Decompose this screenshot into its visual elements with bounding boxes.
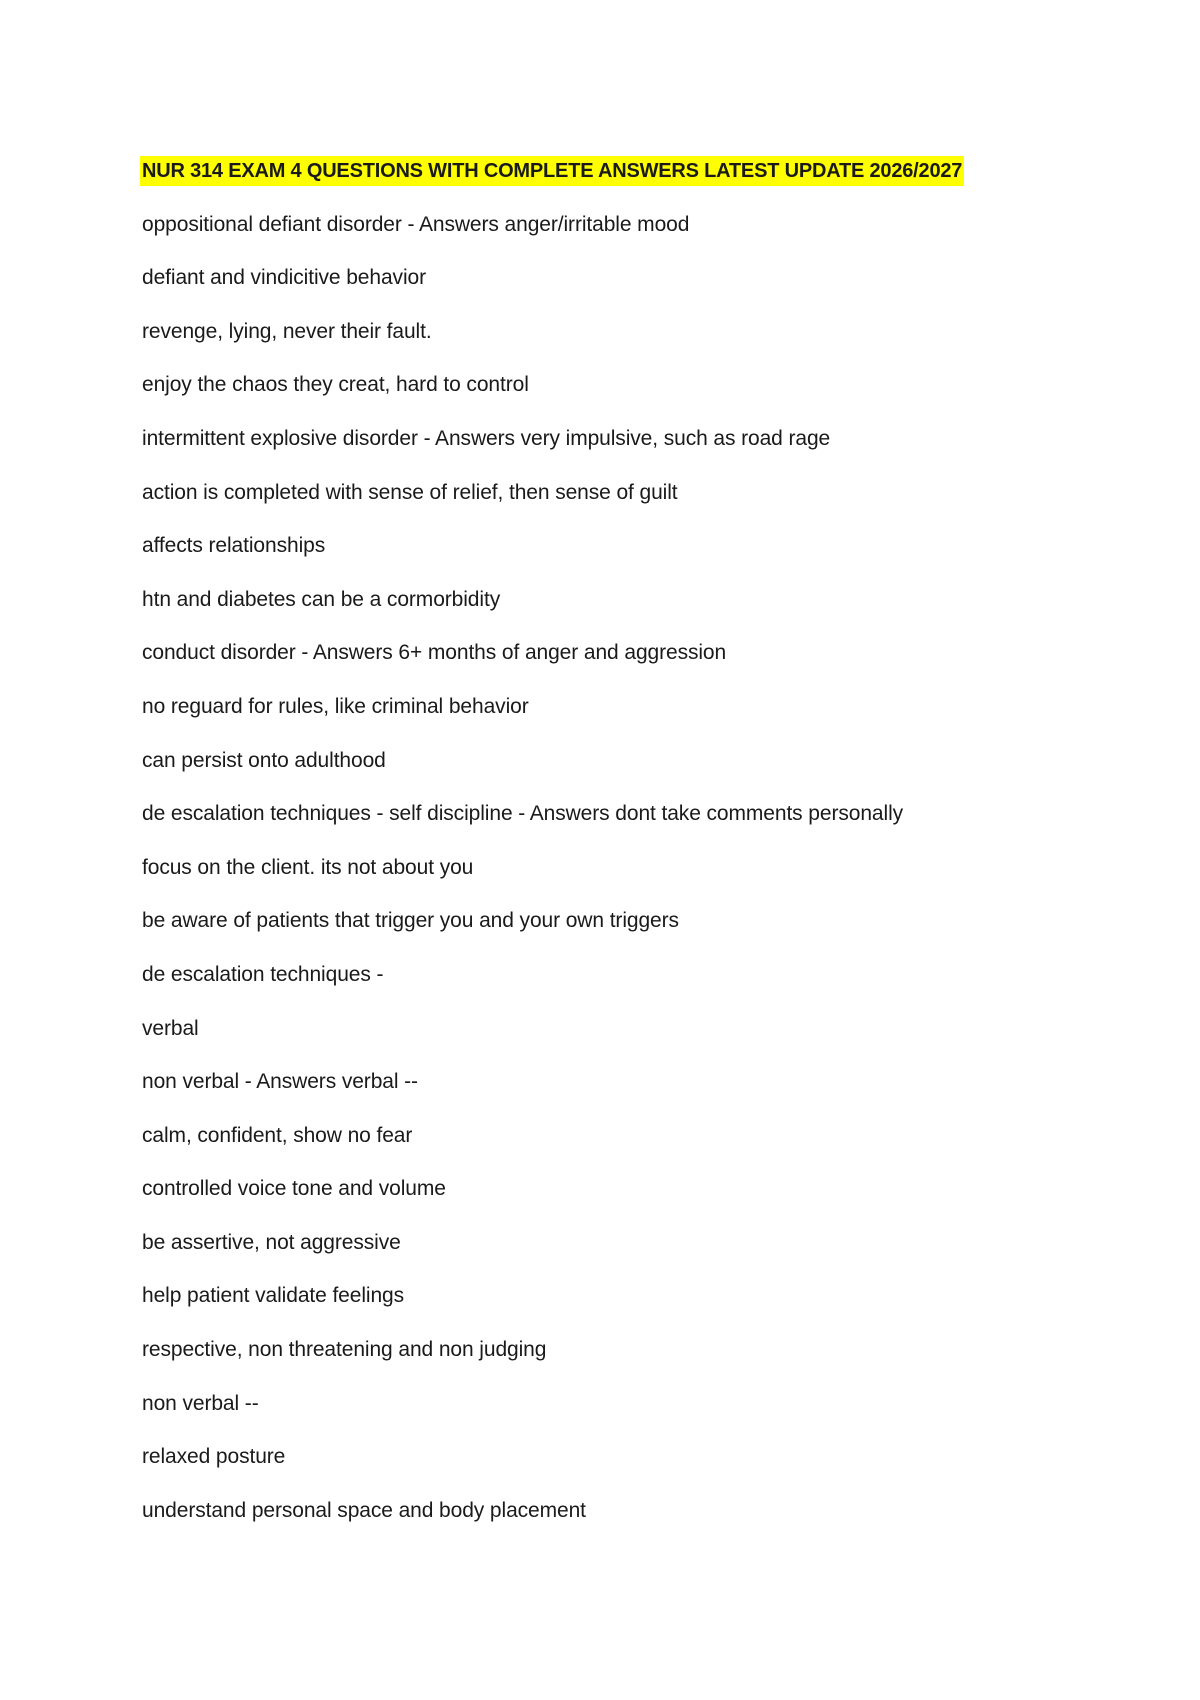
document-line: non verbal - Answers verbal --: [142, 1070, 418, 1094]
document-line: calm, confident, show no fear: [142, 1123, 413, 1147]
document-line: can persist onto adulthood: [142, 748, 386, 772]
document-line: focus on the client. its not about you: [142, 855, 474, 879]
document-line: verbal: [142, 1016, 199, 1040]
document-line: help patient validate feelings: [142, 1284, 405, 1308]
document-line: oppositional defiant disorder - Answers anger/irritable mood: [142, 212, 690, 236]
document-line: no reguard for rules, like criminal behavior: [142, 694, 529, 718]
document-line: affects relationships: [142, 534, 326, 558]
document-line: be assertive, not aggressive: [142, 1230, 401, 1254]
document-line: defiant and vindicitive behavior: [142, 266, 426, 290]
document-line: controlled voice tone and volume: [142, 1177, 446, 1201]
document-line: de escalation techniques -: [142, 962, 384, 986]
document-line: conduct disorder - Answers 6+ months of anger and aggression: [142, 641, 727, 665]
document-line: relaxed posture: [142, 1445, 286, 1469]
document-line: be aware of patients that trigger you and your own triggers: [142, 909, 679, 933]
document-line: revenge, lying, never their fault.: [142, 319, 432, 343]
document-line: action is completed with sense of relief, then sense of guilt: [142, 480, 678, 504]
document-line: understand personal space and body placement: [142, 1498, 586, 1522]
document-title: NUR 314 EXAM 4 QUESTIONS WITH COMPLETE ANSWERS LATEST UPDATE 2026/2027: [140, 156, 964, 186]
document-line: intermittent explosive disorder - Answers very impulsive, such as road rage: [142, 426, 831, 450]
document-lines: [142, 210, 1142, 1526]
document-line: non verbal --: [142, 1391, 259, 1415]
document-body: [142, 156, 1142, 1526]
document-line: respective, non threatening and non judging: [142, 1338, 547, 1362]
document-line: enjoy the chaos they creat, hard to control: [142, 373, 529, 397]
document-line: de escalation techniques - self discipline - Answers dont take comments personally: [142, 802, 904, 826]
document-line: htn and diabetes can be a cormorbidity: [142, 587, 501, 611]
